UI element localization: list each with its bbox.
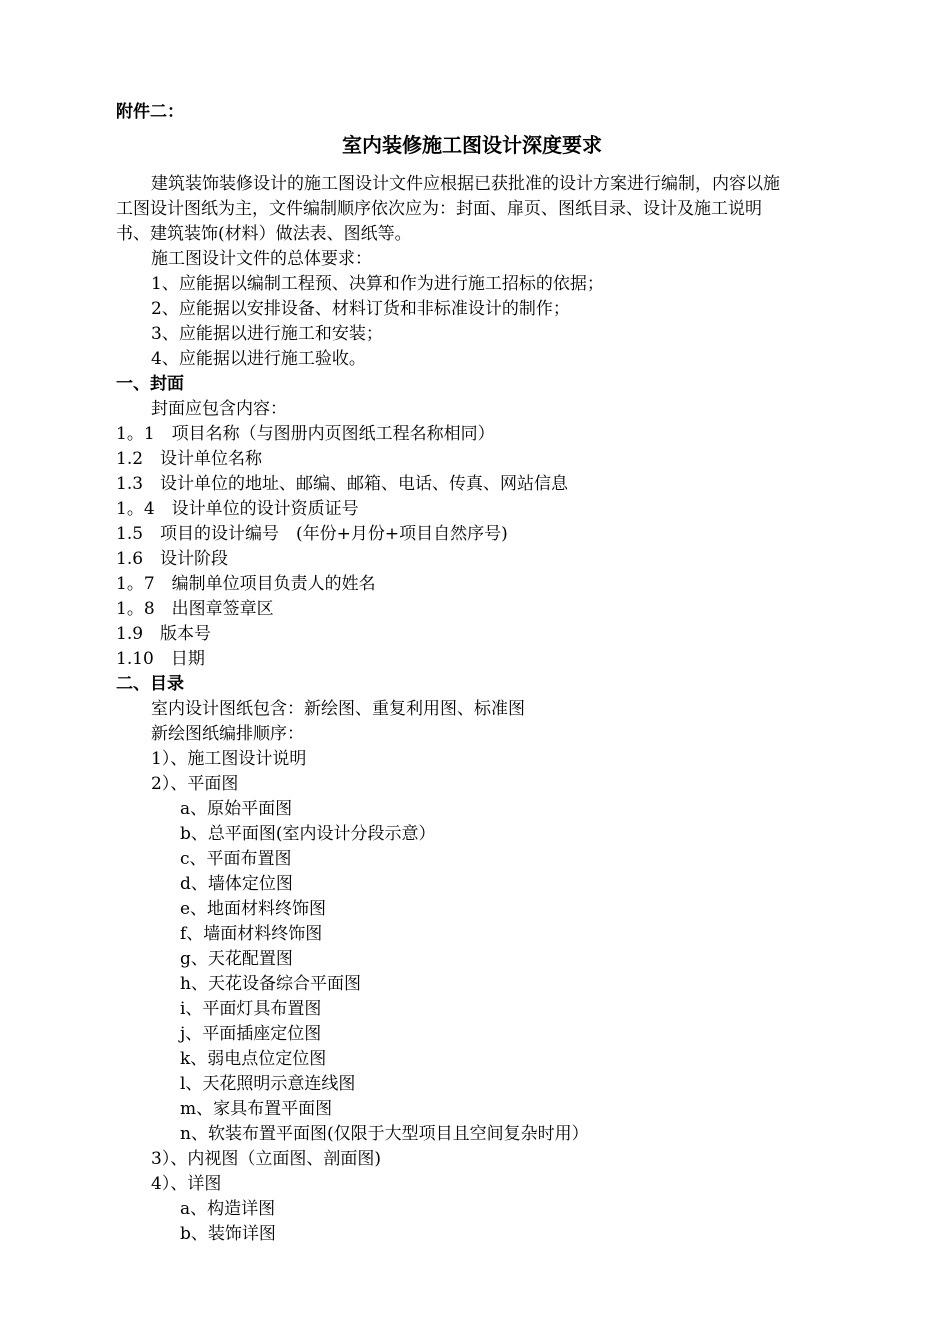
general-heading: 施工图设计文件的总体要求： [151,249,372,269]
catalog-subsection: 2）、平面图 [151,774,239,794]
plan-item: h、天花设备综合平面图 [180,974,361,994]
intro-line: 工图设计图纸为主，文件编制顺序依次应为：封面、扉页、图纸目录、设计及施工说明 [116,199,762,219]
plan-item: f、墙面材料终饰图 [180,924,323,944]
section-subheading: 封面应包含内容： [151,399,287,419]
page-title: 室内装修施工图设计深度要求 [342,133,602,157]
cover-item: 1。4 设计单位的设计资质证号 [116,499,359,519]
general-item: 1、应能据以编制工程预、决算和作为进行施工招标的依据； [151,274,604,294]
plan-item: n、软装布置平面图(仅限于大型项目且空间复杂时用） [180,1124,589,1144]
cover-item: 1.9 版本号 [116,624,212,644]
plan-item: g、天花配置图 [180,949,293,969]
plan-item: b、总平面图(室内设计分段示意） [180,824,436,844]
cover-item: 1.2 设计单位名称 [116,449,263,469]
plan-item: c、平面布置图 [180,849,292,869]
attachment-label: 附件二： [116,102,184,122]
plan-item: a、原始平面图 [180,799,293,819]
general-item: 2、应能据以安排设备、材料订货和非标准设计的制作； [151,299,570,319]
plan-item: m、家具布置平面图 [180,1099,333,1119]
general-item: 4、应能据以进行施工验收。 [151,349,366,369]
plan-item: i、平面灯具布置图 [180,999,322,1019]
plan-item: j、平面插座定位图 [180,1024,322,1044]
catalog-subsection: 1）、施工图设计说明 [151,749,307,769]
detail-item: b、装饰详图 [180,1224,276,1244]
intro-line: 建筑装饰装修设计的施工图设计文件应根据已获批准的设计方案进行编制，内容以施 [151,174,780,194]
plan-item: e、地面材料终饰图 [180,899,327,919]
catalog-subsection: 3）、内视图（立面图、剖面图) [151,1149,381,1169]
cover-item: 1。8 出图章签章区 [116,599,274,619]
cover-item: 1.10 日期 [116,649,205,669]
cover-item: 1.3 设计单位的地址、邮编、邮箱、电话、传真、网站信息 [116,474,569,494]
plan-item: k、弱电点位定位图 [180,1049,327,1069]
section-heading: 一、封面 [116,374,184,394]
plan-item: l、天花照明示意连线图 [180,1074,356,1094]
general-item: 3、应能据以进行施工和安装； [151,324,383,344]
section-heading: 二、目录 [116,674,184,694]
catalog-subsection: 4）、详图 [151,1174,222,1194]
cover-item: 1.5 项目的设计编号 (年份+月份+项目自然序号) [116,524,508,544]
catalog-line: 室内设计图纸包含：新绘图、重复利用图、标准图 [151,699,525,719]
cover-item: 1。1 项目名称（与图册内页图纸工程名称相同） [116,424,495,444]
detail-item: a、构造详图 [180,1199,276,1219]
catalog-line: 新绘图纸编排顺序： [151,724,304,744]
plan-item: d、墙体定位图 [180,874,293,894]
cover-item: 1。7 编制单位项目负责人的姓名 [116,574,376,594]
cover-item: 1.6 设计阶段 [116,549,229,569]
intro-line: 书、建筑装饰(材料）做法表、图纸等。 [116,224,412,244]
